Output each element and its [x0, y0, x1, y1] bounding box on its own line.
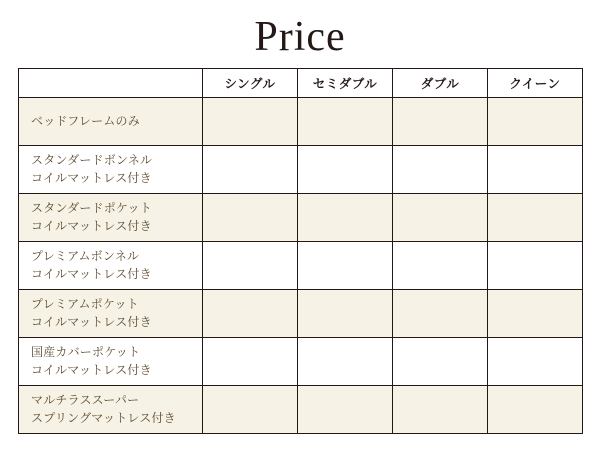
cell-premium-bonnell-semi-double [298, 242, 393, 290]
row-label-line: マルチラススーパー [31, 393, 140, 408]
table-row [19, 98, 583, 146]
cell-standard-pocket-semi-double [298, 194, 393, 242]
row-label-line: コイルマットレス付き [31, 218, 152, 233]
cell-premium-bonnell-queen [488, 242, 583, 290]
cell-premium-bonnell-double [393, 242, 488, 290]
cell-premium-pocket-semi-double [298, 290, 393, 338]
cell-premium-bonnell-single [203, 242, 298, 290]
row-label-premium-pocket [19, 290, 203, 338]
cell-frame-only-double [393, 98, 488, 146]
table-row [19, 386, 583, 434]
cell-standard-bonnell-double [393, 146, 488, 194]
row-label-line: スタンダードポケット [31, 201, 152, 216]
row-label-premium-bonnell [19, 242, 203, 290]
row-label-line: コイルマットレス付き [31, 314, 152, 329]
row-label-line: ベッドフレームのみ [31, 113, 140, 128]
price-table [18, 68, 583, 434]
column-header-double: ダブル [393, 69, 488, 98]
cell-frame-only-queen [488, 98, 583, 146]
column-header-semi-double: セミダブル [298, 69, 393, 98]
cell-multilas-super-spring-single [203, 386, 298, 434]
cell-standard-pocket-single [203, 194, 298, 242]
column-header-queen: クイーン [488, 69, 583, 98]
table-body [19, 98, 583, 434]
cell-domestic-cover-pocket-semi-double [298, 338, 393, 386]
table-row [19, 338, 583, 386]
cell-standard-bonnell-semi-double [298, 146, 393, 194]
column-header-single: シングル [203, 69, 298, 98]
cell-frame-only-single [203, 98, 298, 146]
table-row [19, 146, 583, 194]
table-row [19, 290, 583, 338]
cell-premium-pocket-queen [488, 290, 583, 338]
cell-frame-only-semi-double [298, 98, 393, 146]
page-title: Price [254, 14, 346, 60]
row-label-line: プレミアムボンネル [31, 249, 140, 264]
table-corner-cell [19, 69, 203, 98]
table-row [19, 194, 583, 242]
cell-domestic-cover-pocket-queen [488, 338, 583, 386]
row-label-frame-only [19, 98, 203, 146]
row-label-line: コイルマットレス付き [31, 362, 152, 377]
row-label-line: コイルマットレス付き [31, 170, 152, 185]
row-label-multilas-super-spring [19, 386, 203, 434]
price-table-wrapper [18, 68, 582, 434]
cell-standard-bonnell-queen [488, 146, 583, 194]
cell-multilas-super-spring-semi-double [298, 386, 393, 434]
row-label-line: スタンダードボンネル [31, 153, 153, 168]
row-label-domestic-cover-pocket [19, 338, 203, 386]
row-label-line: プレミアムポケット [31, 297, 139, 312]
table-header [19, 69, 583, 98]
row-label-line: スプリングマットレス付き [31, 410, 176, 425]
cell-multilas-super-spring-queen [488, 386, 583, 434]
cell-standard-bonnell-single [203, 146, 298, 194]
cell-premium-pocket-double [393, 290, 488, 338]
cell-standard-pocket-double [393, 194, 488, 242]
cell-premium-pocket-single [203, 290, 298, 338]
cell-domestic-cover-pocket-double [393, 338, 488, 386]
table-header-row [19, 69, 583, 98]
row-label-line: コイルマットレス付き [31, 266, 152, 281]
cell-standard-pocket-queen [488, 194, 583, 242]
row-label-standard-bonnell [19, 146, 203, 194]
cell-domestic-cover-pocket-single [203, 338, 298, 386]
cell-multilas-super-spring-double [393, 386, 488, 434]
row-label-standard-pocket [19, 194, 203, 242]
table-row [19, 242, 583, 290]
row-label-line: 国産カバーポケット [31, 345, 141, 360]
